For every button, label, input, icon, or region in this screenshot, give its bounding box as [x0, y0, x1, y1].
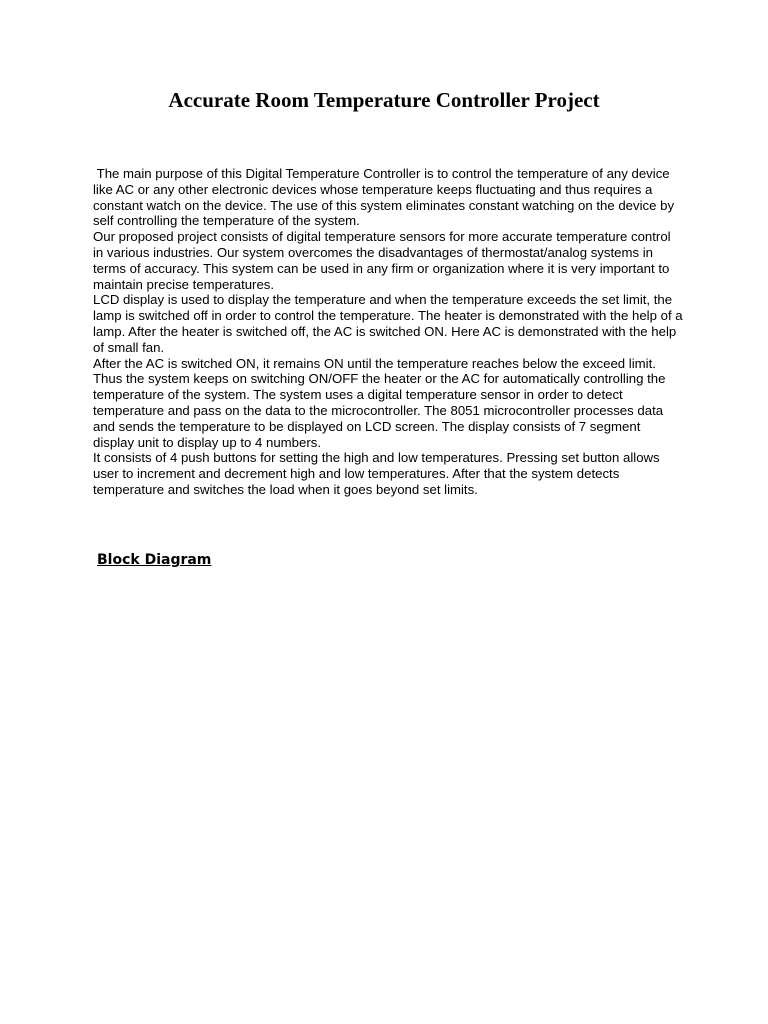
paragraph-lcd-display: LCD display is used to display the temperature and when the temperature exceeds the set limit, the lamp is switched off in order to control the temperature. The heater is demonstrated with the help of a lamp. After the heater is switched off, the AC is switched ON. Here AC is demonstrated with the help of small fan. — [93, 292, 683, 355]
document-body — [93, 166, 683, 498]
paragraph-purpose: The main purpose of this Digital Temperature Controller is to control the temperature of any device like AC or any other electronic devices whose temperature keeps fluctuating and thus requires a constant watch on the device. The use of this system eliminates constant watching on the device by self controlling the temperature of the system. — [93, 166, 678, 229]
block-diagram-heading: Block Diagram — [97, 552, 212, 568]
document-title: Accurate Room Temperature Controller Project — [168, 88, 600, 112]
paragraph-proposed-project: Our proposed project consists of digital temperature sensors for more accurate temperature control in various industries. Our system overcomes the disadvantages of thermostat/analog systems in terms of accuracy. This system can be used in any firm or organization where it is very important to maintain precise temperatures. — [93, 229, 671, 292]
paragraph-ac-operation: After the AC is switched ON, it remains ON until the temperature reaches below the exceed limit. Thus the system keeps on switching ON/OFF the heater or the AC for automatically controlling the temperature of the system. The system uses a digital temperature sensor in order to detect temperature and pass on the data to the microcontroller. The 8051 microcontroller processes data and sends the temperature to be displayed on LCD screen. The display consists of 7 segment display unit to display up to 4 numbers. — [93, 355, 666, 450]
paragraph-push-buttons: It consists of 4 push buttons for setting the high and low temperatures. Pressing set button allows user to increment and decrement high and low temperatures. After that the system detects temperature and switches the load when it goes beyond set limits. — [93, 450, 660, 497]
